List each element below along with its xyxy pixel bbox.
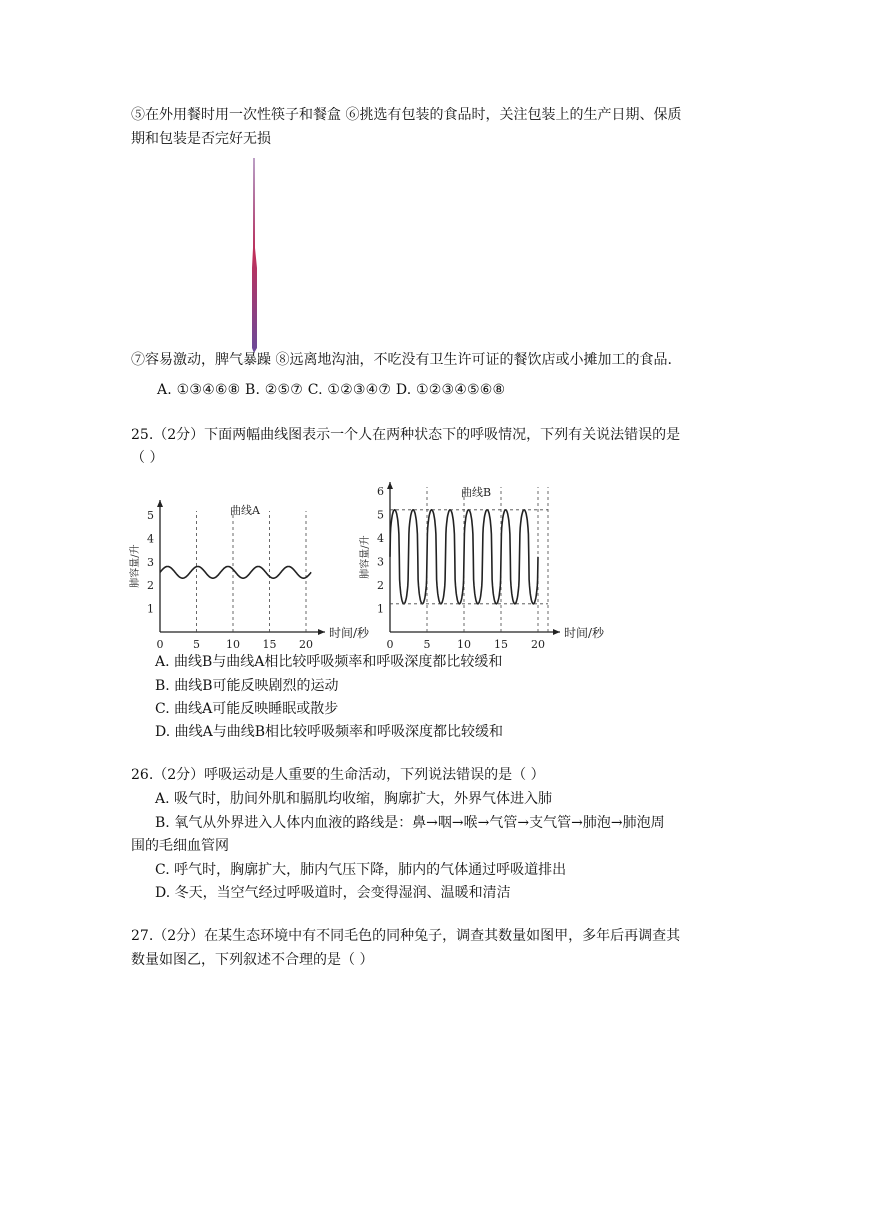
y-tick-label: 5 — [147, 509, 154, 522]
q25-option-c: C. 曲线A可能反映睡眠或散步 — [155, 701, 339, 717]
x-tick-label: 0 — [386, 638, 394, 651]
y-tick-label: 6 — [377, 485, 384, 498]
q25-option-a: A. 曲线B与曲线A相比较呼吸频率和呼吸深度都比较缓和 — [155, 654, 503, 670]
chart-curve-b — [355, 468, 615, 651]
y-tick-label: 4 — [377, 532, 384, 545]
y-tick-label: 2 — [147, 579, 154, 593]
x-tick-label: 20 — [531, 638, 545, 651]
y-axis-arrow — [387, 482, 393, 489]
y-tick-label: 5 — [377, 508, 384, 522]
y-tick-label: 1 — [147, 602, 154, 616]
answer-options-24: A. ①③④⑥⑧ B. ②⑤⑦ C. ①②③④⑦ D. ①②③④⑤⑥⑧ — [157, 382, 506, 398]
chart-title: 曲线A — [230, 504, 260, 517]
x-tick-label: 10 — [226, 638, 240, 651]
q27-stem-line-1: 27.（2分）在某生态环境中有不同毛色的同种兔子，调查其数量如图甲，多年后再调查其 — [131, 928, 681, 944]
q26-option-c: C. 呼气时，胸廓扩大，肺内气压下降，肺内的气体通过呼吸道排出 — [155, 862, 567, 878]
y-tick-label: 3 — [147, 555, 154, 569]
q26-option-b-cont: 围的毛细血管网 — [131, 838, 229, 854]
y-axis-arrow — [157, 500, 163, 507]
x-tick-label: 15 — [494, 638, 508, 651]
q26-stem: 26.（2分）呼吸运动是人重要的生命活动，下列说法错误的是（ ） — [131, 767, 545, 783]
y-tick-label: 3 — [377, 555, 384, 569]
q25-option-d: D. 曲线A与曲线B相比较呼吸频率和呼吸深度都比较缓和 — [155, 724, 504, 740]
x-tick-label: 5 — [423, 638, 431, 651]
x-axis-arrow — [318, 629, 325, 635]
q25-stem: 25.（2分）下面两幅曲线图表示一个人在两种状态下的呼吸情况，下列有关说法错误的是 — [131, 427, 681, 443]
x-axis-arrow — [553, 629, 560, 635]
y-tick-label: 1 — [377, 602, 384, 616]
text-line-1: ⑤在外用餐时用一次性筷子和餐盒 ⑥挑选有包装的食品时，关注包装上的生产日期、保质 — [131, 107, 682, 123]
x-axis-label: 时间/秒 — [329, 626, 370, 640]
text-line-2: 期和包装是否完好无损 — [131, 131, 271, 147]
x-tick-label: 15 — [262, 638, 277, 651]
vertical-bar-artifact — [250, 158, 258, 353]
q26-option-d: D. 冬天，当空气经过呼吸道时，会变得湿润、温暖和清洁 — [155, 885, 511, 901]
q26-option-a: A. 吸气时，肋间外肌和膈肌均收缩，胸廓扩大，外界气体进入肺 — [155, 791, 553, 807]
q27-stem-line-2: 数量如图乙，下列叙述不合理的是（ ） — [131, 952, 374, 968]
x-tick-label: 0 — [156, 638, 164, 651]
x-tick-label: 20 — [299, 638, 313, 651]
chart-curve-a — [130, 468, 370, 651]
y-axis-label: 肺容量/升 — [360, 535, 371, 579]
q26-option-b: B. 氧气从外界进入人体内血液的路线是：鼻→咽→喉→气管→支气管→肺泡→肺泡周 — [155, 815, 665, 831]
text-line-3: ⑦容易激动，脾气暴躁 ⑧远离地沟油，不吃没有卫生许可证的餐饮店或小摊加工的食品. — [131, 352, 672, 368]
q25-paren: （ ） — [131, 450, 164, 466]
y-axis-label: 肺容量/升 — [130, 544, 141, 588]
y-tick-label: 2 — [377, 579, 384, 592]
x-tick-label: 5 — [193, 638, 200, 651]
x-axis-label: 时间/秒 — [564, 626, 605, 640]
q25-option-b: B. 曲线B可能反映剧烈的运动 — [155, 678, 339, 694]
chart-title: 曲线B — [460, 486, 492, 499]
y-tick-label: 4 — [147, 532, 154, 546]
x-tick-label: 10 — [457, 638, 471, 651]
series-line — [160, 567, 311, 579]
